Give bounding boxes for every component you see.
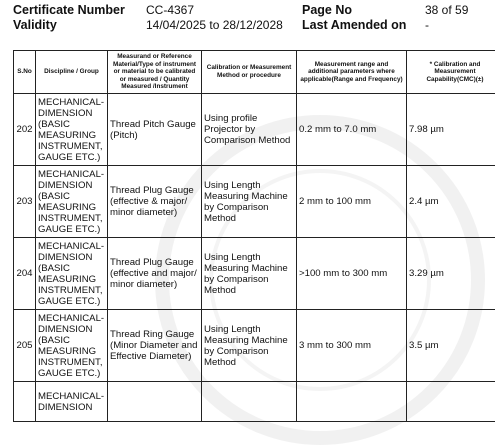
cell-method: Using Length Measuring Machine by Comparison Method bbox=[202, 166, 297, 238]
cell-sno: 205 bbox=[14, 310, 36, 382]
cell-range bbox=[297, 382, 407, 422]
cell-cmc: 2.4 µm bbox=[407, 166, 495, 238]
cell-cmc: 3.5 µm bbox=[407, 310, 495, 382]
cell-cmc: 3.29 µm bbox=[407, 238, 495, 310]
cell-range: 3 mm to 300 mm bbox=[297, 310, 407, 382]
last-amended-label: Last Amended on bbox=[302, 18, 406, 32]
cell-discipline: MECHANICAL- DIMENSION (BASIC MEASURING INSTRUMENT, GAUGE ETC.) bbox=[36, 166, 108, 238]
col-header-discipline: Discipline / Group bbox=[36, 51, 108, 94]
cell-measurand: Thread Plug Gauge (effective & major/ minor diameter) bbox=[108, 166, 202, 238]
col-header-range: Measurement range and additional parameters where applicable(Range and Frequency) bbox=[297, 51, 407, 94]
cell-method: Using Length Measuring Machine by Comparison Method bbox=[202, 238, 297, 310]
cell-range: 2 mm to 100 mm bbox=[297, 166, 407, 238]
cell-measurand: Thread Pitch Gauge (Pitch) bbox=[108, 94, 202, 166]
cell-sno: 204 bbox=[14, 238, 36, 310]
validity-value: 14/04/2025 to 28/12/2028 bbox=[146, 18, 283, 32]
cell-discipline: MECHANICAL- DIMENSION (BASIC MEASURING INSTRUMENT, GAUGE ETC.) bbox=[36, 310, 108, 382]
cell-sno: 203 bbox=[14, 166, 36, 238]
cell-measurand bbox=[108, 382, 202, 422]
cell-measurand: Thread Plug Gauge (effective and major/ minor diameter) bbox=[108, 238, 202, 310]
scope-table bbox=[13, 50, 495, 422]
last-amended-value: - bbox=[425, 18, 429, 32]
cell-method: Using Length Measuring Machine by Comparison Method bbox=[202, 310, 297, 382]
table-row bbox=[14, 382, 495, 422]
col-header-sno: S.No bbox=[14, 51, 36, 94]
cell-sno: 202 bbox=[14, 94, 36, 166]
table-header-row bbox=[14, 51, 495, 94]
cell-measurand: Thread Ring Gauge (Minor Diameter and Effective Diameter) bbox=[108, 310, 202, 382]
validity-label: Validity bbox=[13, 18, 57, 32]
cell-range: 0.2 mm to 7.0 mm bbox=[297, 94, 407, 166]
table-row bbox=[14, 166, 495, 238]
col-header-method: Calibration or Measurement Method or procedure bbox=[202, 51, 297, 94]
page-no-label: Page No bbox=[302, 3, 352, 17]
col-header-cmc: * Calibration and Measurement Capability(CMC)(±) bbox=[407, 51, 495, 94]
certificate-number-label: Certificate Number bbox=[13, 3, 125, 17]
table-row bbox=[14, 94, 495, 166]
table-row bbox=[14, 238, 495, 310]
cell-range: >100 mm to 300 mm bbox=[297, 238, 407, 310]
table-row bbox=[14, 310, 495, 382]
cell-cmc: 7.98 µm bbox=[407, 94, 495, 166]
cell-discipline: MECHANICAL- DIMENSION (BASIC MEASURING INSTRUMENT, GAUGE ETC.) bbox=[36, 238, 108, 310]
cell-method: Using profile Projector by Comparison Method bbox=[202, 94, 297, 166]
cell-discipline: MECHANICAL- DIMENSION bbox=[36, 382, 108, 422]
col-header-measurand: Measurand or Reference Material/Type of instrument or material to be calibrated or measured / Quantity Measured /Instrument bbox=[108, 51, 202, 94]
certificate-number-value: CC-4367 bbox=[146, 3, 194, 17]
page-no-value: 38 of 59 bbox=[425, 3, 468, 17]
cell-sno bbox=[14, 382, 36, 422]
cell-method bbox=[202, 382, 297, 422]
cell-discipline: MECHANICAL- DIMENSION (BASIC MEASURING INSTRUMENT, GAUGE ETC.) bbox=[36, 94, 108, 166]
cell-cmc bbox=[407, 382, 495, 422]
